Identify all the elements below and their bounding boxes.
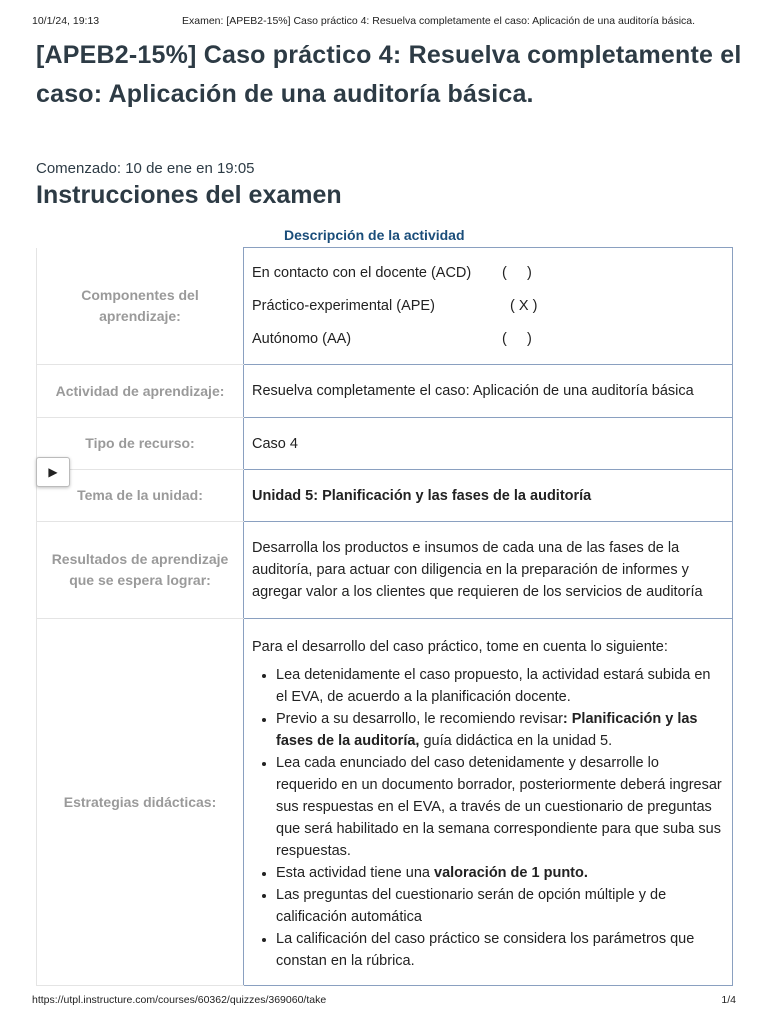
unit-value: Unidad 5: Planificación y las fases de la auditoría — [244, 470, 733, 522]
strategies-value — [244, 619, 733, 986]
table-row-unit — [37, 470, 733, 522]
page-url: https://utpl.instructure.com/courses/60362/quizzes/369060/take — [32, 994, 327, 1006]
play-icon: ▶ — [48, 465, 58, 479]
strategies-label: Estrategias didácticas: — [37, 619, 244, 986]
page-title: [APEB2-15%] Caso práctico 4: Resuelva completamente el caso: Aplicación de una auditoría básica. — [36, 41, 742, 108]
activity-label: Actividad de aprendizaje: — [37, 365, 244, 418]
list-item: • Las preguntas del cuestionario serán de opción múltiple y de calificación automática — [276, 884, 724, 928]
results-label: Resultados de aprendizaje que se espera lograr: — [37, 522, 244, 619]
component-mark: ( ) — [502, 265, 532, 281]
strategies-intro: Para el desarrollo del caso práctico, tome en cuenta lo siguiente: — [252, 639, 668, 655]
list-item — [276, 862, 724, 884]
list-item-text: Previo a su desarrollo, le recomiendo revisar — [276, 711, 563, 727]
list-item-text: Esta actividad tiene una — [276, 865, 434, 881]
components-value — [244, 248, 733, 365]
table-row-strategies — [37, 619, 733, 986]
component-mark: ( ) — [502, 331, 532, 347]
page-number: 1/4 — [721, 994, 736, 1006]
component-acd — [252, 257, 724, 290]
list-item: • La calificación del caso práctico se considera los parámetros que constan en la rúbrica. — [276, 928, 724, 972]
table-row-components — [37, 248, 733, 365]
component-name: Práctico-experimental (APE) — [252, 298, 435, 314]
resource-label: Tipo de recurso: — [37, 418, 244, 470]
component-name: Autónomo (AA) — [252, 331, 352, 347]
table-row-activity — [37, 365, 733, 418]
started-timestamp: Comenzado: 10 de ene en 19:05 — [36, 160, 255, 177]
list-item-text: guía didáctica en la unidad 5. — [419, 733, 613, 749]
print-title: Examen: [APEB2-15%] Caso práctico 4: Resuelva completamente el caso: Aplicación de una auditoría básica. — [182, 15, 696, 27]
activity-value: Resuelva completamente el caso: Aplicación de una auditoría básica — [244, 365, 733, 418]
results-value: Desarrolla los productos e insumos de cada una de las fases de la auditoría, para actuar con diligencia en la preparación de informes y agregar valor a los clientes que requieren de los servicios de auditoría — [244, 522, 733, 619]
components-label: Componentes del aprendizaje: — [37, 248, 244, 365]
list-item-bold: valoración de 1 punto. — [434, 865, 588, 881]
list-item — [276, 708, 724, 752]
unit-label: Tema de la unidad: — [37, 470, 244, 522]
component-mark: ( X ) — [502, 298, 538, 314]
component-aa — [252, 323, 724, 356]
list-item: • Lea detenidamente el caso propuesto, la actividad estará subida en el EVA, de acuerdo a la planificación docente. — [276, 664, 724, 708]
list-item-bold: : Planificación y las fases de la auditoría, — [276, 711, 698, 749]
component-name: En contacto con el docente (ACD) — [252, 265, 472, 281]
play-button[interactable] — [36, 457, 70, 487]
component-ape — [252, 290, 724, 323]
list-item: • Lea cada enunciado del caso detenidamente y desarrolle lo requerido en un documento borrador, posteriormente deberá ingresar sus respuestas en el EVA, a través de un cuestionario de preguntas que será habilitado en la semana correspondiente para que suba sus respuestas. — [276, 752, 724, 862]
resource-value: Caso 4 — [244, 418, 733, 470]
table-row-resource — [37, 418, 733, 470]
print-header — [32, 15, 736, 29]
activity-table — [36, 247, 733, 986]
instructions-title: Instrucciones del examen — [36, 181, 342, 209]
table-row-results — [37, 522, 733, 619]
strategies-list — [252, 664, 724, 972]
description-heading: Descripción de la actividad — [284, 227, 465, 243]
print-date: 10/1/24, 19:13 — [32, 15, 100, 27]
